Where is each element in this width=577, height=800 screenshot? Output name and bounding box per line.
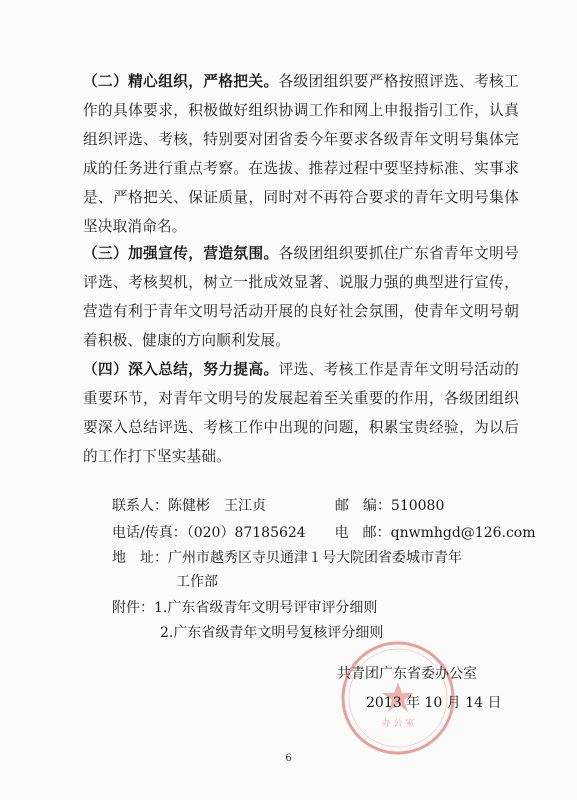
section-body: 各级团组织要抓住广东省青年文明号评选、考核契机，树立一批成效显著、说服力强的典型进行宣传，营造有利于青年文明号活动开展的良好社会氛围，使青年文明号朝着积极、健康的方向顺利发展。: [83, 245, 519, 349]
address-label: 地 址：: [112, 550, 168, 566]
section-body: 各级团组织要严格按照评选、考核工作的具体要求，积极做好组织协调工作和网上申报指引工作，认真组织评选、考核，特别要对团省委今年要求各级青年文明号集体完成的任务进行重点考察。在选拔、推荐过程中要坚持标准、实事求是、严格把关、保证质量，同时对不再符合要求的青年文明号集体坚决取消命名。: [83, 73, 519, 235]
paragraph-section-2: [83, 67, 519, 241]
attachment-item-2: 2.广东省级青年文明号复核评分细则: [160, 625, 384, 641]
paragraph-section-4: [83, 355, 519, 471]
address-value: 广州市越秀区寺贝通津１号大院团省委城市青年: [168, 550, 462, 566]
attachments-label: 附件：: [112, 600, 154, 616]
contact-address-row: [112, 547, 462, 567]
contact-person-row: [112, 495, 444, 515]
contact-address-continuation: 工作部: [176, 574, 218, 590]
section-body: 评选、考核工作是青年文明号活动的重要环节，对青年文明号的发展起着至关重要的作用，各级团组织要深入总结评选、考核工作中出现的问题，积累宝贵经验，为以后的工作打下坚实基础。: [83, 361, 519, 465]
attachment-item-1: 1.广东省级青年文明号评审评分细则: [154, 600, 378, 616]
attachments-row: [112, 597, 377, 617]
issue-date: 2013 年 10 月 14 日: [366, 695, 502, 711]
phone-label: 电话/传真：: [112, 525, 187, 541]
phone-value: （020）87185624: [186, 525, 306, 541]
contact-phone-row: [112, 522, 536, 542]
section-heading: （三）加强宣传，营造氛围。: [83, 245, 279, 262]
page-number: 6: [285, 753, 292, 764]
postcode-label: 邮 编：: [334, 498, 391, 514]
paragraph-section-3: [83, 239, 519, 355]
email-value: qnwmhgd@126.com: [390, 525, 536, 541]
contact-person-label: 联系人：: [112, 498, 168, 514]
section-heading: （二）精心组织，严格把关。: [83, 73, 279, 90]
contact-person-value: 陈健彬 王江贞: [168, 498, 266, 514]
svg-text:办 公 室: 办 公 室: [381, 719, 415, 729]
postcode-value: 510080: [390, 498, 445, 514]
section-heading: （四）深入总结，努力提高。: [83, 361, 279, 378]
issuing-organization: 共青团广东省委办公室: [337, 666, 477, 682]
email-label: 电 邮：: [334, 525, 391, 541]
